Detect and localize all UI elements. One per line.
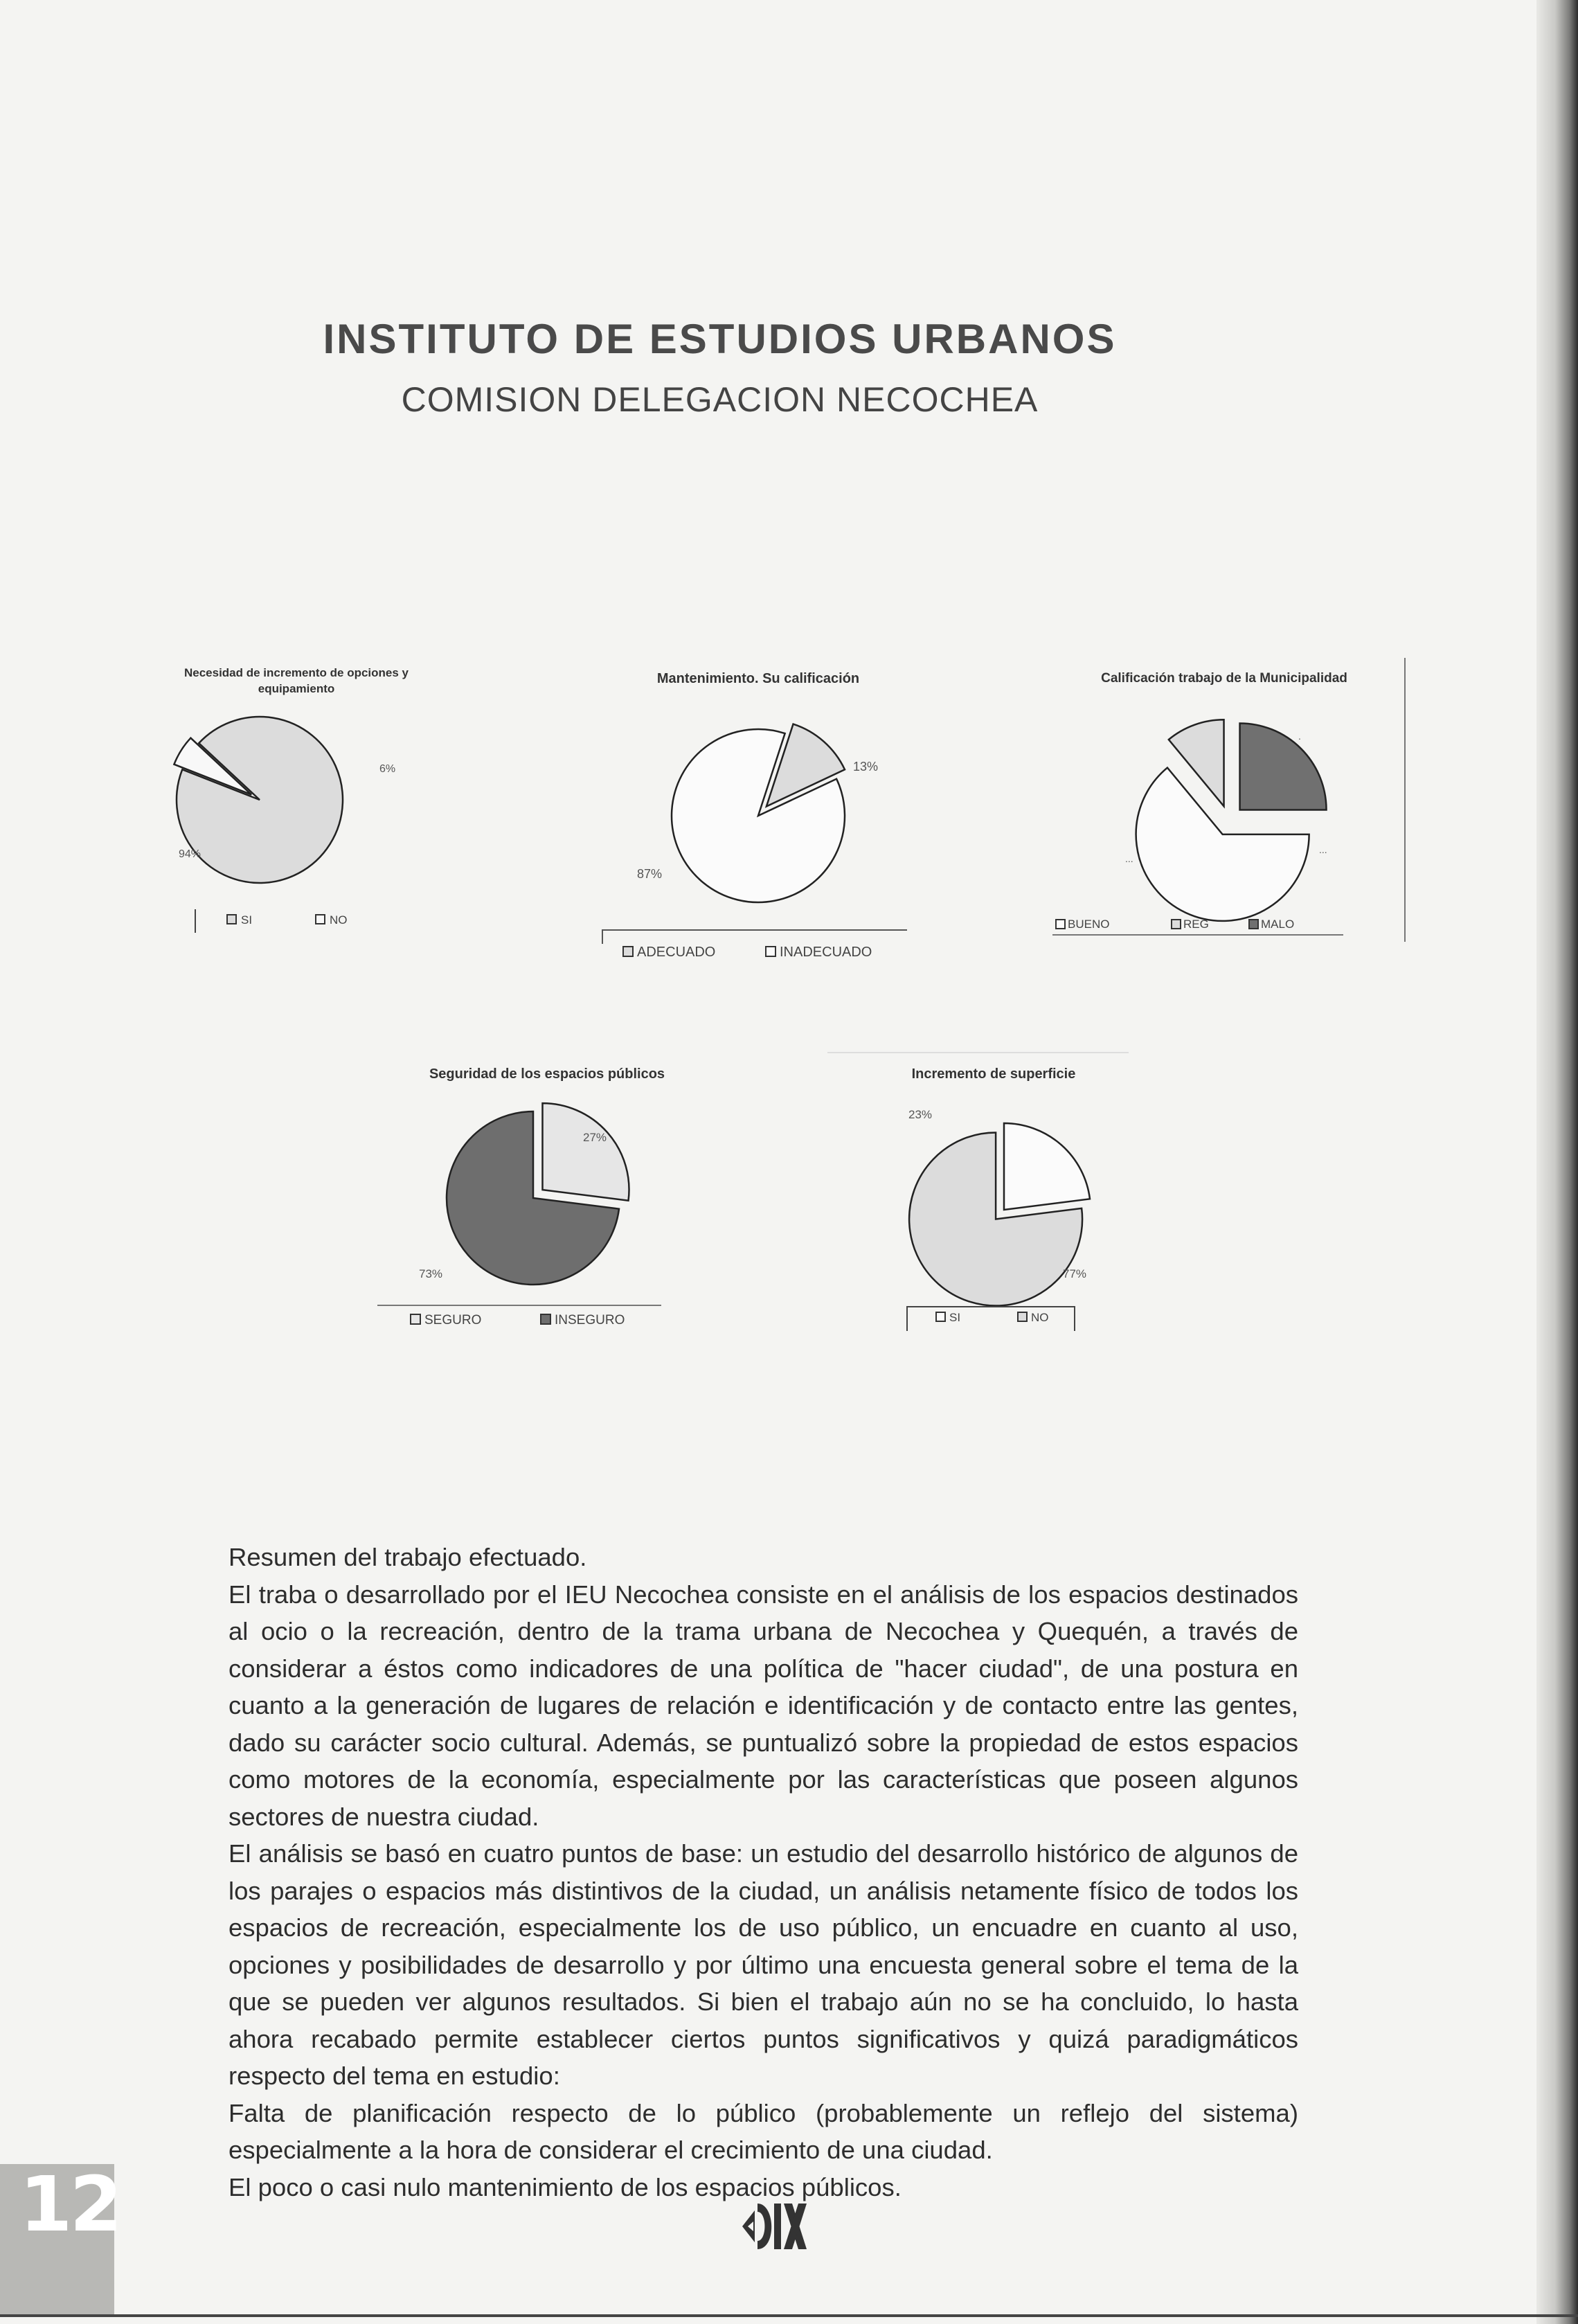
- legend-label-adecuado: ADECUADO: [637, 945, 716, 960]
- pie-label-adecuado: 13%: [853, 760, 879, 774]
- legend-swatch-no: [1018, 1312, 1027, 1321]
- legend-swatch-reg: [1172, 920, 1181, 929]
- body-paragraph: El poco o casi nulo mantenimiento de los espacios públicos.: [228, 2172, 902, 2201]
- dix-logo-icon: [727, 2195, 810, 2258]
- legend-swatch-inadecuado: [766, 947, 775, 956]
- legend-swatch-no: [316, 915, 325, 924]
- legend-swatch-malo: [1249, 920, 1258, 929]
- page-number-tab: [0, 2160, 120, 2316]
- legend-label-bueno: BUENO: [1068, 918, 1110, 931]
- page-title: INSTITUTO DE ESTUDIOS URBANOS: [323, 316, 1117, 362]
- page-number: 12: [19, 2160, 120, 2249]
- legend-swatch-adecuado: [623, 947, 633, 956]
- legend-swatch-bueno: [1056, 920, 1065, 929]
- binding-shadow: [1536, 0, 1578, 2324]
- chart-title-line-2: equipamiento: [258, 682, 335, 695]
- pie-slice-si: [1004, 1123, 1090, 1210]
- body-paragraph: El traba o desarrollado por el IEU Necochea consiste en el análisis de los espacios destinados al ocio o la recreación, dentro de la trama urbana de Necochea y Quequén, a través de considerar a éstos como indicadores de una política de "hacer ciudad", de una postura en cuanto a la generación de lugares de relación e identificación y de contacto entre las gentes, dado su carácter socio cultural. Además, se puntualizó sobre la propiedad de estos espacios como motores de la economía, especialmente por las características que poseen algunos sectores de nuestra ciudad.: [228, 1580, 1298, 1831]
- chart-title: Calificación trabajo de la Municipalidad: [1101, 671, 1347, 686]
- legend-label-inseguro: INSEGURO: [555, 1313, 625, 1328]
- pie-slice-malo: [1240, 723, 1327, 810]
- pie-label-malo: .: [1298, 731, 1301, 742]
- legend-swatch-inseguro: [541, 1314, 550, 1324]
- legend-swatch-si: [936, 1312, 945, 1321]
- chart-title: Seguridad de los espacios públicos: [429, 1066, 665, 1082]
- legend-label-seguro: SEGURO: [424, 1313, 482, 1328]
- pie-slice-si: [177, 717, 343, 883]
- chart-calificacion: [1052, 658, 1413, 949]
- pie-label-inadecuado: 87%: [637, 867, 663, 881]
- pie-label-si: 94%: [179, 848, 201, 860]
- body-paragraph: El análisis se basó en cuatro puntos de base: un estudio del desarrollo histórico de algunos de los parajes o espacios más distintivos de la ciudad, un análisis netamente físico de todos los espacios de recreación, especialmente los de uso público, un encuadre en cuanto al uso, opciones y posibilidades de desarrollo y por último una encuesta general sobre el tema de la que se pueden ver algunos resultados. Si bien el trabajo aún no se ha concluido, lo hasta ahora recabado permite establecer ciertos puntos significativos y quizá paradigmáticos respecto del tema en estudio:: [228, 1839, 1298, 2090]
- chart-superficie: [824, 1049, 1142, 1333]
- legend-frame: [907, 1307, 1075, 1331]
- pie-slice-seguro: [543, 1103, 629, 1201]
- page-subtitle: COMISION DELEGACION NECOCHEA: [401, 380, 1039, 419]
- body-paragraph-heading: Resumen del trabajo efectuado.: [228, 1543, 587, 1571]
- legend-swatch-si: [227, 915, 236, 924]
- legend-label-reg: REG: [1183, 918, 1209, 931]
- legend-label-no: NO: [1031, 1311, 1049, 1324]
- pie-label-seguro: 27%: [583, 1131, 607, 1144]
- chart-title-line-1: Necesidad de incremento de opciones y: [183, 666, 409, 679]
- page-bottom-edge: [0, 2314, 1578, 2317]
- pie-label-bueno: ...: [1125, 853, 1133, 864]
- chart-title: Mantenimiento. Su calificación: [656, 671, 860, 686]
- pie-label-si: 23%: [908, 1108, 933, 1121]
- chart-title: Incremento de superficie: [911, 1066, 1076, 1082]
- legend-label-inadecuado: INADECUADO: [780, 945, 872, 960]
- legend-label-si: SI: [949, 1311, 961, 1324]
- legend-label-malo: MALO: [1261, 918, 1295, 931]
- chart-seguridad: [377, 1049, 682, 1333]
- legend-label-si: SI: [241, 913, 253, 927]
- pie-label-inseguro: 73%: [419, 1267, 443, 1280]
- legend-frame: [602, 930, 907, 944]
- legend-label-no: NO: [330, 913, 348, 927]
- pie-label-no: 77%: [1063, 1267, 1087, 1280]
- chart-necesidad: [145, 661, 450, 938]
- body-paragraph: Falta de planificación respecto de lo público (probablemente un reflejo del sistema) especialmente a la hora de considerar el crecimiento de una ciudad.: [228, 2098, 1298, 2164]
- legend-swatch-seguro: [411, 1314, 420, 1324]
- publisher-logo: [727, 2195, 810, 2261]
- pie-label-reg: ...: [1319, 844, 1327, 855]
- chart-mantenimiento: [589, 663, 914, 968]
- pie-label-no: 6%: [379, 763, 396, 775]
- body-text: [228, 1539, 1298, 2206]
